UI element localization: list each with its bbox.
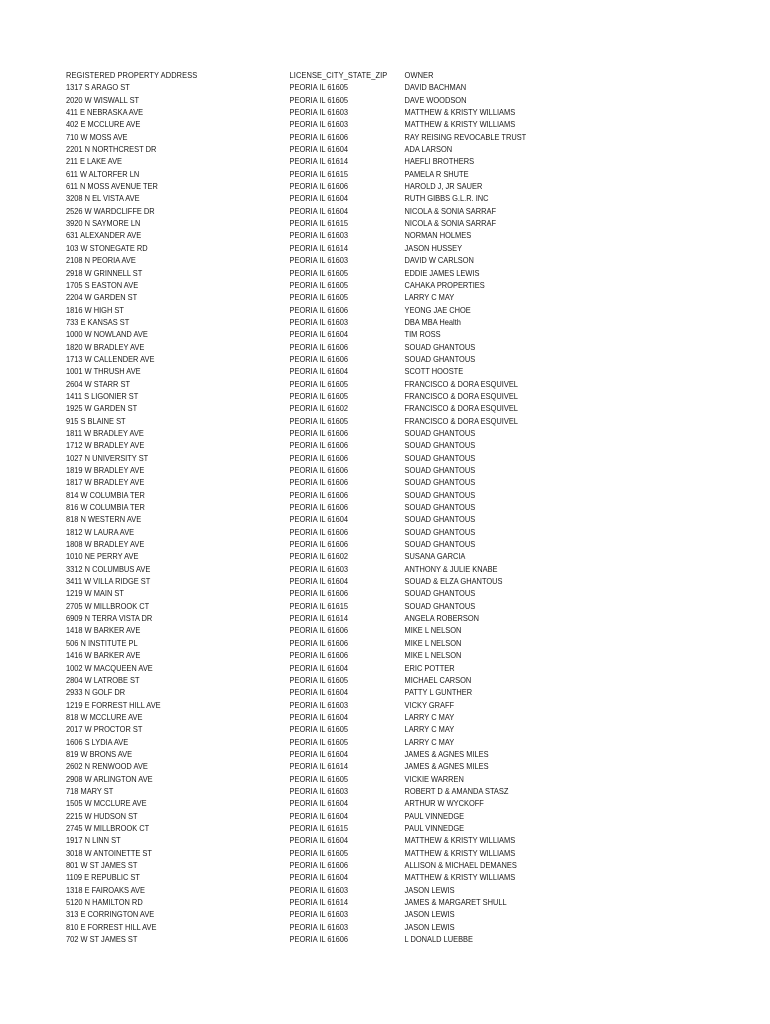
- table-row: [66, 601, 508, 613]
- cell-owner: MIKE L NELSON: [404, 651, 462, 661]
- cell-city-state-zip: PEORIA IL 61606: [289, 466, 349, 475]
- cell-address: 2108 N PEORIA AVE: [66, 256, 136, 266]
- cell-owner: ANTHONY & JULIE KNABE: [404, 564, 498, 574]
- cell-address: 1416 W BARKER AVE: [66, 651, 141, 661]
- table-row: [66, 82, 508, 94]
- cell-address: 6909 N TERRA VISTA DR: [66, 614, 153, 624]
- table-row: [66, 132, 527, 144]
- cell-owner: DAVID W CARLSON: [404, 256, 474, 266]
- cell-city-state-zip: PEORIA IL 61603: [289, 885, 349, 895]
- cell-city-state-zip: PEORIA IL 61604: [289, 330, 349, 340]
- cell-city-state-zip: PEORIA IL 61606: [289, 132, 349, 142]
- table-row: [66, 848, 516, 860]
- cell-city-state-zip: PEORIA IL 61615: [289, 169, 349, 179]
- table-row: [66, 823, 508, 835]
- cell-owner: MATTHEW & KRISTY WILLIAMS: [404, 120, 516, 130]
- table-row: [66, 675, 508, 687]
- cell-address: 506 N INSTITUTE PL: [66, 638, 138, 648]
- cell-city-state-zip: PEORIA IL 61605: [289, 774, 349, 784]
- column-header-city-state-zip: LICENSE_CITY_STATE_ZIP: [289, 71, 388, 80]
- cell-address: 702 W ST JAMES ST: [66, 935, 138, 945]
- cell-address: 2745 W MILLBROOK CT: [66, 823, 150, 833]
- cell-owner: NICOLA & SONIA SARRAF: [404, 206, 497, 216]
- table-header-row: [66, 70, 508, 82]
- cell-address: 801 W ST JAMES ST: [66, 861, 138, 870]
- cell-owner: PATTY L GUNTHER: [404, 688, 473, 698]
- cell-address: 2908 W ARLINGTON AVE: [66, 774, 153, 784]
- cell-address: 402 E MCCLURE AVE: [66, 120, 141, 130]
- table-row: [66, 625, 508, 637]
- table-row: [66, 292, 508, 304]
- cell-owner: LARRY C MAY: [404, 293, 455, 303]
- cell-owner: SOUAD GHANTOUS: [404, 490, 476, 500]
- cell-owner: SOUAD GHANTOUS: [404, 527, 476, 537]
- cell-city-state-zip: PEORIA IL 61614: [289, 157, 349, 167]
- cell-address: 611 W ALTORFER LN: [66, 169, 140, 179]
- cell-city-state-zip: PEORIA IL 61603: [289, 120, 349, 130]
- cell-address: 1705 S EASTON AVE: [66, 280, 139, 290]
- cell-address: 915 S BLAINE ST: [66, 416, 126, 426]
- cell-address: 2602 N RENWOOD AVE: [66, 762, 148, 772]
- cell-owner: SOUAD GHANTOUS: [404, 589, 476, 599]
- cell-city-state-zip: PEORIA IL 61605: [289, 83, 349, 93]
- cell-city-state-zip: PEORIA IL 61615: [289, 219, 349, 229]
- cell-address: 3208 N EL VISTA AVE: [66, 194, 140, 204]
- table-row: [66, 305, 508, 317]
- cell-address: 819 W BRONS AVE: [66, 749, 133, 759]
- cell-address: 1001 W THRUSH AVE: [66, 367, 141, 377]
- table-row: [66, 95, 508, 107]
- table-row: [66, 811, 508, 823]
- cell-owner: ERIC POTTER: [404, 663, 455, 673]
- cell-address: 1411 S LIGONIER ST: [66, 391, 139, 401]
- table-row: [66, 564, 508, 576]
- cell-owner: SOUAD GHANTOUS: [404, 428, 476, 438]
- cell-address: 816 W COLUMBIA TER: [66, 503, 145, 513]
- cell-city-state-zip: PEORIA IL 61614: [289, 614, 349, 624]
- cell-owner: SOUAD GHANTOUS: [404, 540, 476, 550]
- cell-city-state-zip: PEORIA IL 61602: [289, 552, 349, 562]
- cell-city-state-zip: PEORIA IL 61603: [289, 108, 349, 118]
- cell-address: 1816 W HIGH ST: [66, 305, 124, 315]
- cell-city-state-zip: PEORIA IL 61606: [289, 638, 349, 648]
- cell-address: 2201 N NORTHCREST DR: [66, 145, 157, 155]
- cell-owner: SOUAD GHANTOUS: [404, 601, 476, 611]
- cell-owner: JASON LEWIS: [404, 922, 455, 932]
- cell-owner: CAHAKA PROPERTIES: [404, 280, 485, 290]
- cell-address: 1713 W CALLENDER AVE: [66, 354, 155, 364]
- cell-owner: ANGELA ROBERSON: [404, 614, 480, 624]
- table-row: [66, 181, 508, 193]
- cell-owner: LARRY C MAY: [404, 725, 455, 735]
- cell-city-state-zip: PEORIA IL 61615: [289, 601, 349, 611]
- table-row: [66, 588, 508, 600]
- cell-owner: JASON HUSSEY: [404, 243, 463, 253]
- cell-city-state-zip: PEORIA IL 61604: [289, 367, 349, 377]
- table-row: [66, 724, 508, 736]
- table-row: [66, 934, 508, 946]
- table-row: [66, 428, 508, 440]
- table-row: [66, 206, 508, 218]
- cell-address: 818 N WESTERN AVE: [66, 515, 142, 525]
- cell-address: 3920 N SAYMORE LN: [66, 219, 141, 229]
- cell-city-state-zip: PEORIA IL 61605: [289, 416, 349, 426]
- cell-address: 3411 W VILLA RIDGE ST: [66, 577, 151, 587]
- cell-owner: DBA MBA Health: [404, 317, 461, 327]
- cell-owner: FRANCISCO & DORA ESQUIVEL: [404, 416, 518, 426]
- cell-owner: ADA LARSON: [404, 145, 453, 155]
- table-row: [66, 268, 508, 280]
- cell-address: 1811 W BRADLEY AVE: [66, 428, 144, 438]
- cell-owner: LARRY C MAY: [404, 712, 455, 722]
- cell-owner: SOUAD GHANTOUS: [404, 354, 476, 364]
- cell-city-state-zip: PEORIA IL 61606: [289, 527, 349, 537]
- table-row: [66, 342, 508, 354]
- cell-city-state-zip: PEORIA IL 61604: [289, 577, 349, 587]
- table-row: [66, 514, 508, 526]
- cell-address: 1819 W BRADLEY AVE: [66, 466, 145, 475]
- table-row: [66, 477, 508, 489]
- cell-address: 810 E FORREST HILL AVE: [66, 922, 157, 932]
- cell-address: 2804 W LATROBE ST: [66, 675, 140, 685]
- cell-owner: SOUAD GHANTOUS: [404, 453, 476, 463]
- cell-address: 1812 W LAURA AVE: [66, 527, 135, 537]
- cell-owner: VICKIE WARREN: [404, 774, 464, 784]
- cell-city-state-zip: PEORIA IL 61606: [289, 540, 349, 550]
- cell-address: 1606 S LYDIA AVE: [66, 737, 129, 747]
- cell-address: 2526 W WARDCLIFFE DR: [66, 206, 155, 216]
- cell-owner: HAEFLI BROTHERS: [404, 157, 475, 167]
- table-row: [66, 329, 508, 341]
- cell-city-state-zip: PEORIA IL 61605: [289, 848, 349, 858]
- cell-city-state-zip: PEORIA IL 61605: [289, 293, 349, 303]
- cell-owner: MIKE L NELSON: [404, 626, 462, 636]
- cell-owner: HAROLD J, JR SAUER: [404, 182, 483, 192]
- table-row: [66, 107, 516, 119]
- cell-city-state-zip: PEORIA IL 61606: [289, 478, 349, 488]
- table-row: [66, 490, 508, 502]
- table-row: [66, 416, 518, 428]
- cell-owner: EDDIE JAMES LEWIS: [404, 268, 480, 278]
- cell-owner: RUTH GIBBS G.L.R. INC: [404, 194, 489, 204]
- cell-owner: FRANCISCO & DORA ESQUIVEL: [404, 391, 518, 401]
- cell-city-state-zip: PEORIA IL 61604: [289, 836, 349, 846]
- cell-city-state-zip: PEORIA IL 61606: [289, 935, 349, 945]
- table-row: [66, 218, 508, 230]
- cell-address: 1317 S ARAGO ST: [66, 83, 130, 93]
- cell-address: 2204 W GARDEN ST: [66, 293, 138, 303]
- cell-city-state-zip: PEORIA IL 61605: [289, 95, 349, 105]
- cell-address: 103 W STONEGATE RD: [66, 243, 148, 253]
- cell-address: 2215 W HUDSON ST: [66, 811, 138, 821]
- cell-owner: JAMES & AGNES MILES: [404, 762, 489, 772]
- table-row: [66, 539, 508, 551]
- cell-city-state-zip: PEORIA IL 61604: [289, 515, 349, 525]
- cell-city-state-zip: PEORIA IL 61614: [289, 243, 349, 253]
- cell-owner: FRANCISCO & DORA ESQUIVEL: [404, 379, 518, 389]
- table-row: [66, 712, 508, 724]
- cell-city-state-zip: PEORIA IL 61603: [289, 256, 349, 266]
- table-row: [66, 230, 508, 242]
- table-row: [66, 737, 508, 749]
- column-header-address: REGISTERED PROPERTY ADDRESS: [66, 71, 198, 80]
- table-row: [66, 379, 518, 391]
- cell-address: 411 E NEBRASKA AVE: [66, 108, 144, 118]
- cell-owner: NICOLA & SONIA SARRAF: [404, 219, 497, 229]
- cell-owner: SOUAD GHANTOUS: [404, 466, 476, 475]
- cell-owner: DAVID BACHMAN: [404, 83, 467, 93]
- cell-address: 1000 W NOWLAND AVE: [66, 330, 148, 340]
- cell-city-state-zip: PEORIA IL 61604: [289, 688, 349, 698]
- table-row: [66, 749, 508, 761]
- cell-owner: PAUL VINNEDGE: [404, 811, 465, 821]
- cell-owner: MATTHEW & KRISTY WILLIAMS: [404, 873, 516, 883]
- cell-address: 2918 W GRINNELL ST: [66, 268, 143, 278]
- table-row: [66, 872, 516, 884]
- cell-city-state-zip: PEORIA IL 61606: [289, 428, 349, 438]
- cell-owner: SUSANA GARCIA: [404, 552, 466, 562]
- cell-city-state-zip: PEORIA IL 61603: [289, 700, 349, 710]
- cell-address: 5120 N HAMILTON RD: [66, 898, 143, 908]
- cell-city-state-zip: PEORIA IL 61603: [289, 231, 349, 241]
- table-row: [66, 798, 508, 810]
- cell-owner: MATTHEW & KRISTY WILLIAMS: [404, 836, 516, 846]
- cell-city-state-zip: PEORIA IL 61606: [289, 453, 349, 463]
- cell-city-state-zip: PEORIA IL 61615: [289, 823, 349, 833]
- cell-owner: MATTHEW & KRISTY WILLIAMS: [404, 108, 516, 118]
- cell-address: 211 E LAKE AVE: [66, 157, 123, 167]
- cell-address: 1002 W MACQUEEN AVE: [66, 663, 153, 673]
- cell-city-state-zip: PEORIA IL 61603: [289, 910, 349, 920]
- cell-city-state-zip: PEORIA IL 61614: [289, 898, 349, 908]
- cell-city-state-zip: PEORIA IL 61606: [289, 589, 349, 599]
- table-row: [66, 885, 508, 897]
- cell-address: 733 E KANSAS ST: [66, 317, 130, 327]
- cell-owner: TIM ROSS: [404, 330, 441, 340]
- cell-address: 710 W MOSS AVE: [66, 132, 128, 142]
- cell-owner: VICKY GRAFF: [404, 700, 455, 710]
- cell-city-state-zip: PEORIA IL 61606: [289, 354, 349, 364]
- cell-address: 2017 W PROCTOR ST: [66, 725, 143, 735]
- cell-city-state-zip: PEORIA IL 61605: [289, 280, 349, 290]
- cell-owner: MIKE L NELSON: [404, 638, 462, 648]
- cell-city-state-zip: PEORIA IL 61605: [289, 268, 349, 278]
- cell-city-state-zip: PEORIA IL 61606: [289, 305, 349, 315]
- cell-owner: JAMES & AGNES MILES: [404, 749, 489, 759]
- table-row: [66, 897, 508, 909]
- cell-city-state-zip: PEORIA IL 61605: [289, 379, 349, 389]
- table-row: [66, 465, 508, 477]
- table-row: [66, 366, 508, 378]
- table-row: [66, 403, 518, 415]
- table-row: [66, 502, 508, 514]
- table-row: [66, 638, 508, 650]
- cell-address: 1808 W BRADLEY AVE: [66, 540, 145, 550]
- cell-owner: SOUAD GHANTOUS: [404, 441, 476, 451]
- table-row: [66, 786, 508, 798]
- cell-city-state-zip: PEORIA IL 61603: [289, 922, 349, 932]
- cell-address: 1219 E FORREST HILL AVE: [66, 700, 161, 710]
- cell-address: 1925 W GARDEN ST: [66, 404, 138, 414]
- table-row: [66, 391, 518, 403]
- table-row: [66, 440, 508, 452]
- table-row: [66, 255, 508, 267]
- cell-address: 1418 W BARKER AVE: [66, 626, 141, 636]
- cell-city-state-zip: PEORIA IL 61604: [289, 749, 349, 759]
- cell-owner: MATTHEW & KRISTY WILLIAMS: [404, 848, 516, 858]
- table-row: [66, 835, 516, 847]
- table-row: [66, 280, 508, 292]
- cell-city-state-zip: PEORIA IL 61604: [289, 194, 349, 204]
- table-row: [66, 156, 508, 168]
- table-body: [66, 82, 546, 946]
- cell-owner: PAMELA R SHUTE: [404, 169, 469, 179]
- cell-city-state-zip: PEORIA IL 61605: [289, 675, 349, 685]
- cell-address: 1109 E REPUBLIC ST: [66, 873, 140, 883]
- cell-owner: ROBERT D & AMANDA STASZ: [404, 786, 509, 796]
- table-row: [66, 144, 508, 156]
- cell-owner: SCOTT HOOSTE: [404, 367, 464, 377]
- column-header-owner: OWNER: [404, 71, 434, 80]
- cell-owner: ARTHUR W WYCKOFF: [404, 799, 484, 809]
- cell-address: 1010 NE PERRY AVE: [66, 552, 139, 562]
- cell-owner: YEONG JAE CHOE: [404, 305, 471, 315]
- cell-address: 2604 W STARR ST: [66, 379, 131, 389]
- cell-city-state-zip: PEORIA IL 61605: [289, 725, 349, 735]
- cell-city-state-zip: PEORIA IL 61604: [289, 873, 349, 883]
- cell-city-state-zip: PEORIA IL 61606: [289, 342, 349, 352]
- cell-owner: SOUAD & ELZA GHANTOUS: [404, 577, 503, 587]
- cell-city-state-zip: PEORIA IL 61605: [289, 737, 349, 747]
- cell-city-state-zip: PEORIA IL 61604: [289, 145, 349, 155]
- cell-city-state-zip: PEORIA IL 61606: [289, 503, 349, 513]
- cell-address: 1027 N UNIVERSITY ST: [66, 453, 149, 463]
- cell-address: 1820 W BRADLEY AVE: [66, 342, 145, 352]
- cell-owner: JASON LEWIS: [404, 910, 455, 920]
- cell-city-state-zip: PEORIA IL 61604: [289, 206, 349, 216]
- table-row: [66, 354, 508, 366]
- property-table: [66, 70, 546, 946]
- cell-address: 313 E CORRINGTON AVE: [66, 910, 155, 920]
- cell-city-state-zip: PEORIA IL 61606: [289, 490, 349, 500]
- table-row: [66, 119, 516, 131]
- table-row: [66, 922, 508, 934]
- cell-city-state-zip: PEORIA IL 61614: [289, 762, 349, 772]
- table-row: [66, 774, 508, 786]
- table-row: [66, 650, 508, 662]
- cell-address: 2705 W MILLBROOK CT: [66, 601, 150, 611]
- cell-owner: LARRY C MAY: [404, 737, 455, 747]
- cell-owner: JASON LEWIS: [404, 885, 455, 895]
- cell-owner: SOUAD GHANTOUS: [404, 478, 476, 488]
- cell-address: 814 W COLUMBIA TER: [66, 490, 145, 500]
- cell-city-state-zip: PEORIA IL 61602: [289, 404, 349, 414]
- cell-owner: FRANCISCO & DORA ESQUIVEL: [404, 404, 518, 414]
- table-row: [66, 761, 508, 773]
- table-row: [66, 551, 508, 563]
- cell-owner: JAMES & MARGARET SHULL: [404, 898, 507, 908]
- cell-city-state-zip: PEORIA IL 61604: [289, 712, 349, 722]
- cell-owner: RAY REISING REVOCABLE TRUST: [404, 132, 527, 142]
- table-row: [66, 613, 508, 625]
- table-row: [66, 193, 508, 205]
- cell-city-state-zip: PEORIA IL 61604: [289, 663, 349, 673]
- cell-address: 1817 W BRADLEY AVE: [66, 478, 145, 488]
- cell-city-state-zip: PEORIA IL 61606: [289, 441, 349, 451]
- cell-city-state-zip: PEORIA IL 61606: [289, 861, 349, 870]
- cell-address: 718 MARY ST: [66, 786, 114, 796]
- cell-address: 818 W MCCLURE AVE: [66, 712, 143, 722]
- table-row: [66, 909, 508, 921]
- table-row: [66, 576, 508, 588]
- cell-owner: SOUAD GHANTOUS: [404, 503, 476, 513]
- cell-city-state-zip: PEORIA IL 61603: [289, 317, 349, 327]
- cell-city-state-zip: PEORIA IL 61606: [289, 626, 349, 636]
- cell-address: 1712 W BRADLEY AVE: [66, 441, 145, 451]
- cell-owner: ALLISON & MICHAEL DEMANES: [404, 861, 517, 870]
- cell-address: 631 ALEXANDER AVE: [66, 231, 142, 241]
- cell-city-state-zip: PEORIA IL 61604: [289, 811, 349, 821]
- cell-city-state-zip: PEORIA IL 61603: [289, 564, 349, 574]
- cell-owner: SOUAD GHANTOUS: [404, 515, 476, 525]
- cell-address: 1917 N LINN ST: [66, 836, 121, 846]
- cell-owner: MICHAEL CARSON: [404, 675, 472, 685]
- table-row: [66, 243, 508, 255]
- cell-address: 611 N MOSS AVENUE TER: [66, 182, 158, 192]
- table-row: [66, 169, 508, 181]
- table-row: [66, 527, 508, 539]
- cell-city-state-zip: PEORIA IL 61604: [289, 799, 349, 809]
- table-row: [66, 687, 508, 699]
- cell-address: 1505 W MCCLURE AVE: [66, 799, 147, 809]
- cell-city-state-zip: PEORIA IL 61605: [289, 391, 349, 401]
- cell-address: 1219 W MAIN ST: [66, 589, 124, 599]
- cell-address: 1318 E FAIROAKS AVE: [66, 885, 145, 895]
- cell-address: 3312 N COLUMBUS AVE: [66, 564, 151, 574]
- table-row: [66, 453, 508, 465]
- cell-address: 2933 N GOLF DR: [66, 688, 126, 698]
- cell-address: 2020 W WISWALL ST: [66, 95, 140, 105]
- cell-owner: SOUAD GHANTOUS: [404, 342, 476, 352]
- cell-address: 3018 W ANTOINETTE ST: [66, 848, 152, 858]
- table-row: [66, 663, 508, 675]
- cell-city-state-zip: PEORIA IL 61603: [289, 786, 349, 796]
- cell-owner: PAUL VINNEDGE: [404, 823, 465, 833]
- cell-owner: NORMAN HOLMES: [404, 231, 472, 241]
- table-row: [66, 860, 517, 872]
- table-row: [66, 317, 508, 329]
- cell-city-state-zip: PEORIA IL 61606: [289, 182, 349, 192]
- cell-owner: L DONALD LUEBBE: [404, 935, 473, 945]
- cell-city-state-zip: PEORIA IL 61606: [289, 651, 349, 661]
- cell-owner: DAVE WOODSON: [404, 95, 467, 105]
- table-row: [66, 700, 508, 712]
